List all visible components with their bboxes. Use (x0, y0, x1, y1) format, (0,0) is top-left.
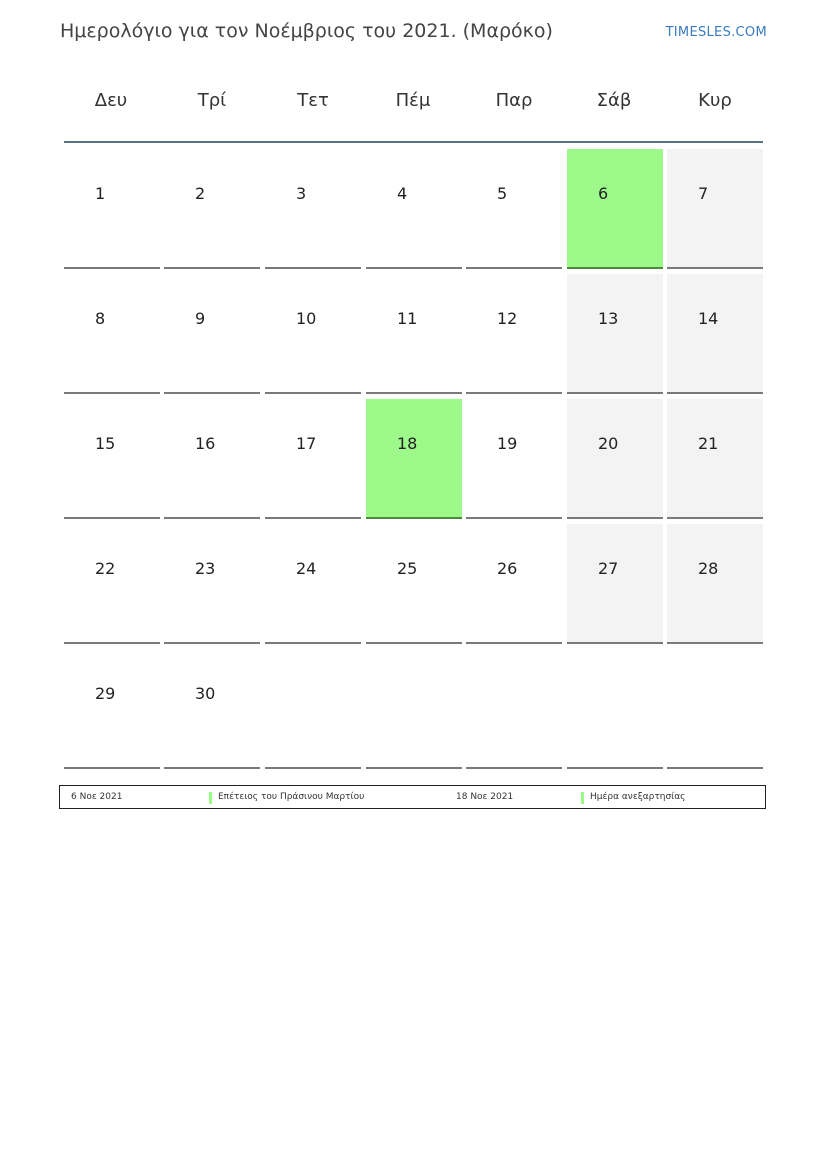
day-cell (667, 149, 763, 269)
holiday-legend (59, 785, 766, 809)
day-cell (64, 399, 160, 519)
day-number: 29 (95, 684, 116, 703)
day-cell (466, 399, 562, 519)
day-number: 30 (195, 684, 216, 703)
day-number: 25 (397, 559, 418, 578)
day-cell (466, 524, 562, 644)
day-cell (567, 274, 663, 394)
day-cell (366, 149, 462, 269)
weekday-label: Δευ (94, 90, 128, 111)
empty-day-cell (265, 649, 361, 769)
weekday-label: Κυρ (698, 90, 732, 111)
day-cell (164, 399, 260, 519)
weekday-label: Σάβ (596, 90, 632, 111)
day-number: 13 (598, 309, 619, 328)
day-cell (265, 149, 361, 269)
day-cell (64, 274, 160, 394)
day-number: 26 (497, 559, 518, 578)
day-cell (64, 149, 160, 269)
weekday-label: Πέμ (395, 90, 431, 111)
day-number: 17 (296, 434, 317, 453)
holiday-color-swatch (209, 792, 212, 804)
day-number: 21 (698, 434, 719, 453)
day-cell (366, 274, 462, 394)
day-cell (366, 399, 462, 519)
brand-link[interactable]: TIMESLES.COM (665, 25, 767, 40)
day-cell (164, 274, 260, 394)
day-cell (667, 399, 763, 519)
weekday-label: Παρ (495, 90, 533, 111)
legend-holiday-name: Ημέρα ανεξαρτησίας (590, 792, 686, 802)
day-number: 16 (195, 434, 216, 453)
day-cell (567, 399, 663, 519)
day-number: 5 (497, 184, 508, 203)
day-number: 14 (698, 309, 719, 328)
day-cell (164, 524, 260, 644)
day-number: 10 (296, 309, 317, 328)
day-number: 9 (195, 309, 206, 328)
day-number: 8 (95, 309, 106, 328)
day-number: 24 (296, 559, 317, 578)
day-cell (667, 274, 763, 394)
page-title: Ημερολόγιο για τον Νοέμβριος του 2021. (Μαρόκο) (60, 20, 553, 42)
empty-day-cell (466, 649, 562, 769)
empty-day-cell (567, 649, 663, 769)
legend-date: 6 Νοε 2021 (71, 792, 123, 802)
day-cell (164, 649, 260, 769)
day-cell (567, 524, 663, 644)
day-number: 20 (598, 434, 619, 453)
day-number: 22 (95, 559, 116, 578)
day-cell (567, 149, 663, 269)
day-number: 7 (698, 184, 709, 203)
day-number: 15 (95, 434, 116, 453)
day-number: 19 (497, 434, 518, 453)
day-cell (64, 649, 160, 769)
day-number: 28 (698, 559, 719, 578)
day-number: 1 (95, 184, 106, 203)
day-cell (265, 399, 361, 519)
day-number: 6 (598, 184, 609, 203)
day-number: 27 (598, 559, 619, 578)
day-cell (366, 524, 462, 644)
legend-holiday-name: Επέτειος του Πράσινου Μαρτίου (218, 792, 365, 802)
day-cell (667, 524, 763, 644)
weekday-label: Τρί (197, 90, 227, 111)
empty-day-cell (667, 649, 763, 769)
day-number: 3 (296, 184, 307, 203)
day-cell (466, 274, 562, 394)
day-cell (164, 149, 260, 269)
day-number: 11 (397, 309, 418, 328)
day-cell (466, 149, 562, 269)
day-number: 18 (397, 434, 418, 453)
weekday-label: Τετ (297, 90, 329, 111)
day-number: 2 (195, 184, 206, 203)
day-number: 4 (397, 184, 408, 203)
day-cell (64, 524, 160, 644)
empty-day-cell (366, 649, 462, 769)
day-number: 23 (195, 559, 216, 578)
day-cell (265, 274, 361, 394)
day-cell (265, 524, 361, 644)
holiday-color-swatch (581, 792, 584, 804)
day-number: 12 (497, 309, 518, 328)
legend-date: 18 Νοε 2021 (456, 792, 514, 802)
